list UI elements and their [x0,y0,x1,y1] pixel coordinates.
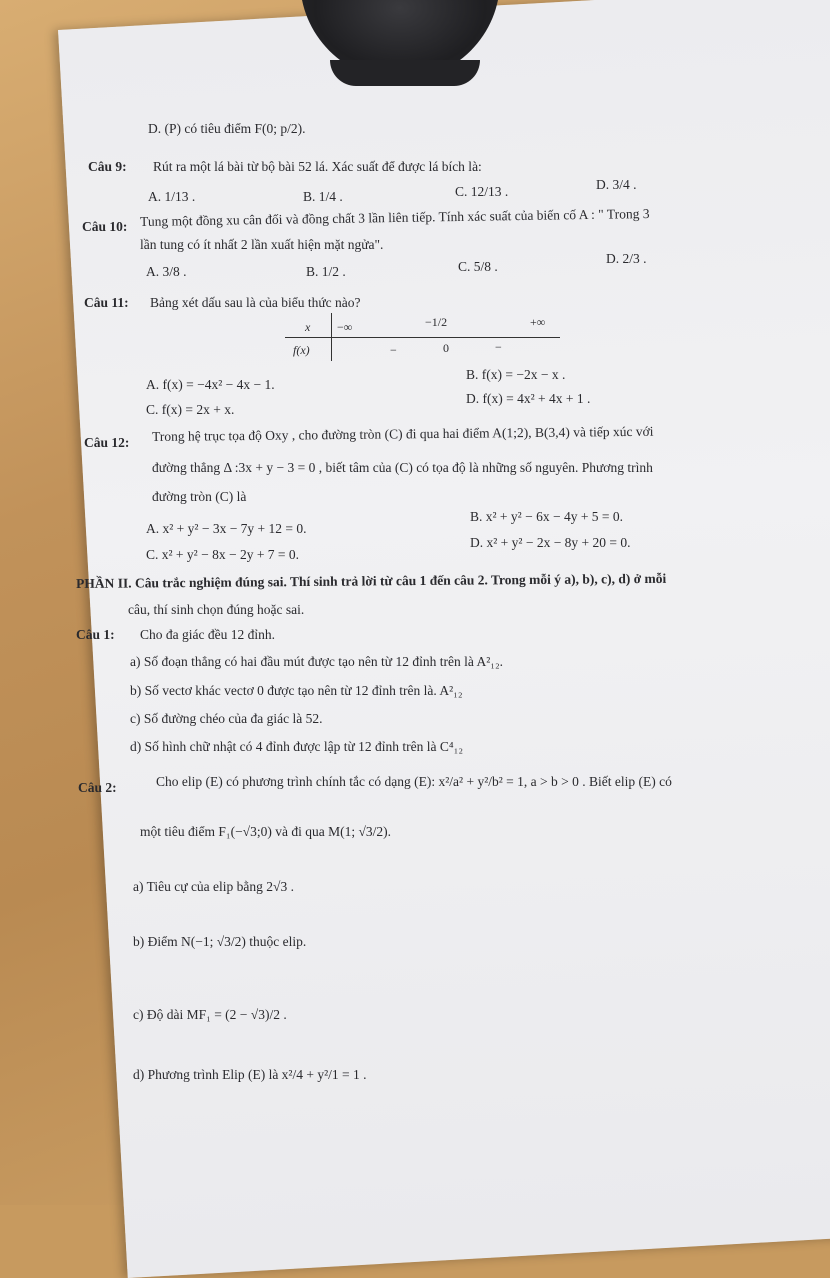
q12-option-c: C. x² + y² − 8x − 2y + 7 = 0. [146,547,300,562]
p1-statement-a: a) Số đoạn thẳng có hai đầu mút được tạo nên từ 12 đỉnh trên là A²₁₂. [130,654,504,669]
q12-line3: đường tròn (C) là [152,489,247,504]
q10-option-b: B. 1/2 . [306,264,346,279]
q10-line2: lần tung có ít nhất 2 lần xuất hiện mặt ngửa". [140,237,384,252]
q10-line1: Tung một đồng xu cân đối và đồng chất 3 lần liên tiếp. Tính xác suất của biến cố A : " Trong 3 [139,205,650,229]
q12-line2: đường thẳng Δ :3x + y − 3 = 0 , biết tâm của (C) có tọa độ là những số nguyên. Phương trình [152,460,653,475]
q9-label: Câu 9: [88,159,127,174]
p1-statement-b: b) Số vectơ khác vectơ 0 được tạo nên từ 12 đỉnh trên là. A²₁₂ [130,683,463,698]
q9-option-a: A. 1/13 . [148,189,196,204]
q9-option-c: C. 12/13 . [455,184,509,199]
part2-subheading: câu, thí sinh chọn đúng hoặc sai. [128,602,305,617]
p2-statement-d: d) Phương trình Elip (E) là x²/4 + y²/1 = 1 . [133,1067,367,1082]
q12-label: Câu 12: [84,435,130,450]
p1-statement-c: c) Số đường chéo của đa giác là 52. [130,711,323,726]
sign-table-mid: −1/2 [425,315,448,329]
sign-table-x: x [305,320,311,334]
q12-option-d: D. x² + y² − 2x − 8y + 20 = 0. [470,535,631,550]
sign-table-hline [285,337,560,338]
q12-option-b: B. x² + y² − 6x − 4y + 5 = 0. [470,509,624,524]
sign-table-zero: 0 [443,341,449,355]
q9-option-b: B. 1/4 . [303,189,343,204]
q12-line1: Trong hệ trục tọa độ Oxy , cho đường tròn (C) đi qua hai điểm A(1;2), B(3,4) và tiếp xúc với [151,423,654,444]
q10-option-a: A. 3/8 . [146,264,187,279]
q11-option-b: B. f(x) = −2x − x . [466,367,566,382]
p2-statement-b: b) Điểm N(−1; √3/2) thuộc elip. [133,934,307,949]
q11-option-a: A. f(x) = −4x² − 4x − 1. [146,377,275,392]
sign-table-sign-right: − [495,340,502,354]
p2-line1: Cho elip (E) có phương trình chính tắc có dạng (E): x²/a² + y²/b² = 1, a > b > 0 . Biết elip (E) có [156,774,672,789]
q8-option-d: D. (P) có tiêu điểm F(0; p/2). [148,121,306,136]
q10-option-d: D. 2/3 . [606,251,647,266]
part2-heading: PHẦN II. Câu trắc nghiệm đúng sai. Thí sinh trả lời từ câu 1 đến câu 2. Trong mỗi ý a), b), c), d) ở mỗi [75,570,667,591]
p2-statement-c: c) Độ dài MF₁ = (2 − √3)/2 . [133,1007,287,1022]
dark-object-rim [330,60,480,86]
p2-line2: một tiêu điểm F₁(−√3;0) và đi qua M(1; √3/2). [140,824,391,839]
p1-question: Cho đa giác đều 12 đỉnh. [140,627,275,642]
q9-question: Rút ra một lá bài từ bộ bài 52 lá. Xác suất để được lá bích là: [153,159,482,174]
q10-option-c: C. 5/8 . [458,259,498,274]
sign-table-posinf: +∞ [530,315,546,329]
p2-label: Câu 2: [78,780,117,795]
q11-label: Câu 11: [84,295,129,310]
sign-table-neginf: −∞ [337,320,353,334]
sign-table-sign-left: − [390,343,397,357]
q11-option-c: C. f(x) = 2x + x. [146,402,235,417]
q10-label: Câu 10: [82,219,128,234]
q12-option-a: A. x² + y² − 3x − 7y + 12 = 0. [146,521,307,536]
q11-option-d: D. f(x) = 4x² + 4x + 1 . [466,391,591,406]
q11-question: Bảng xét dấu sau là của biểu thức nào? [150,295,361,310]
sign-table-vline [331,313,332,361]
sign-table [285,313,560,363]
p2-statement-a: a) Tiêu cự của elip bằng 2√3 . [133,879,294,894]
p1-statement-d: d) Số hình chữ nhật có 4 đỉnh được lập từ 12 đỉnh trên là C⁴₁₂ [130,739,464,754]
sign-table-fx: f(x) [293,343,310,357]
p1-label: Câu 1: [76,627,115,642]
q9-option-d: D. 3/4 . [596,177,637,192]
